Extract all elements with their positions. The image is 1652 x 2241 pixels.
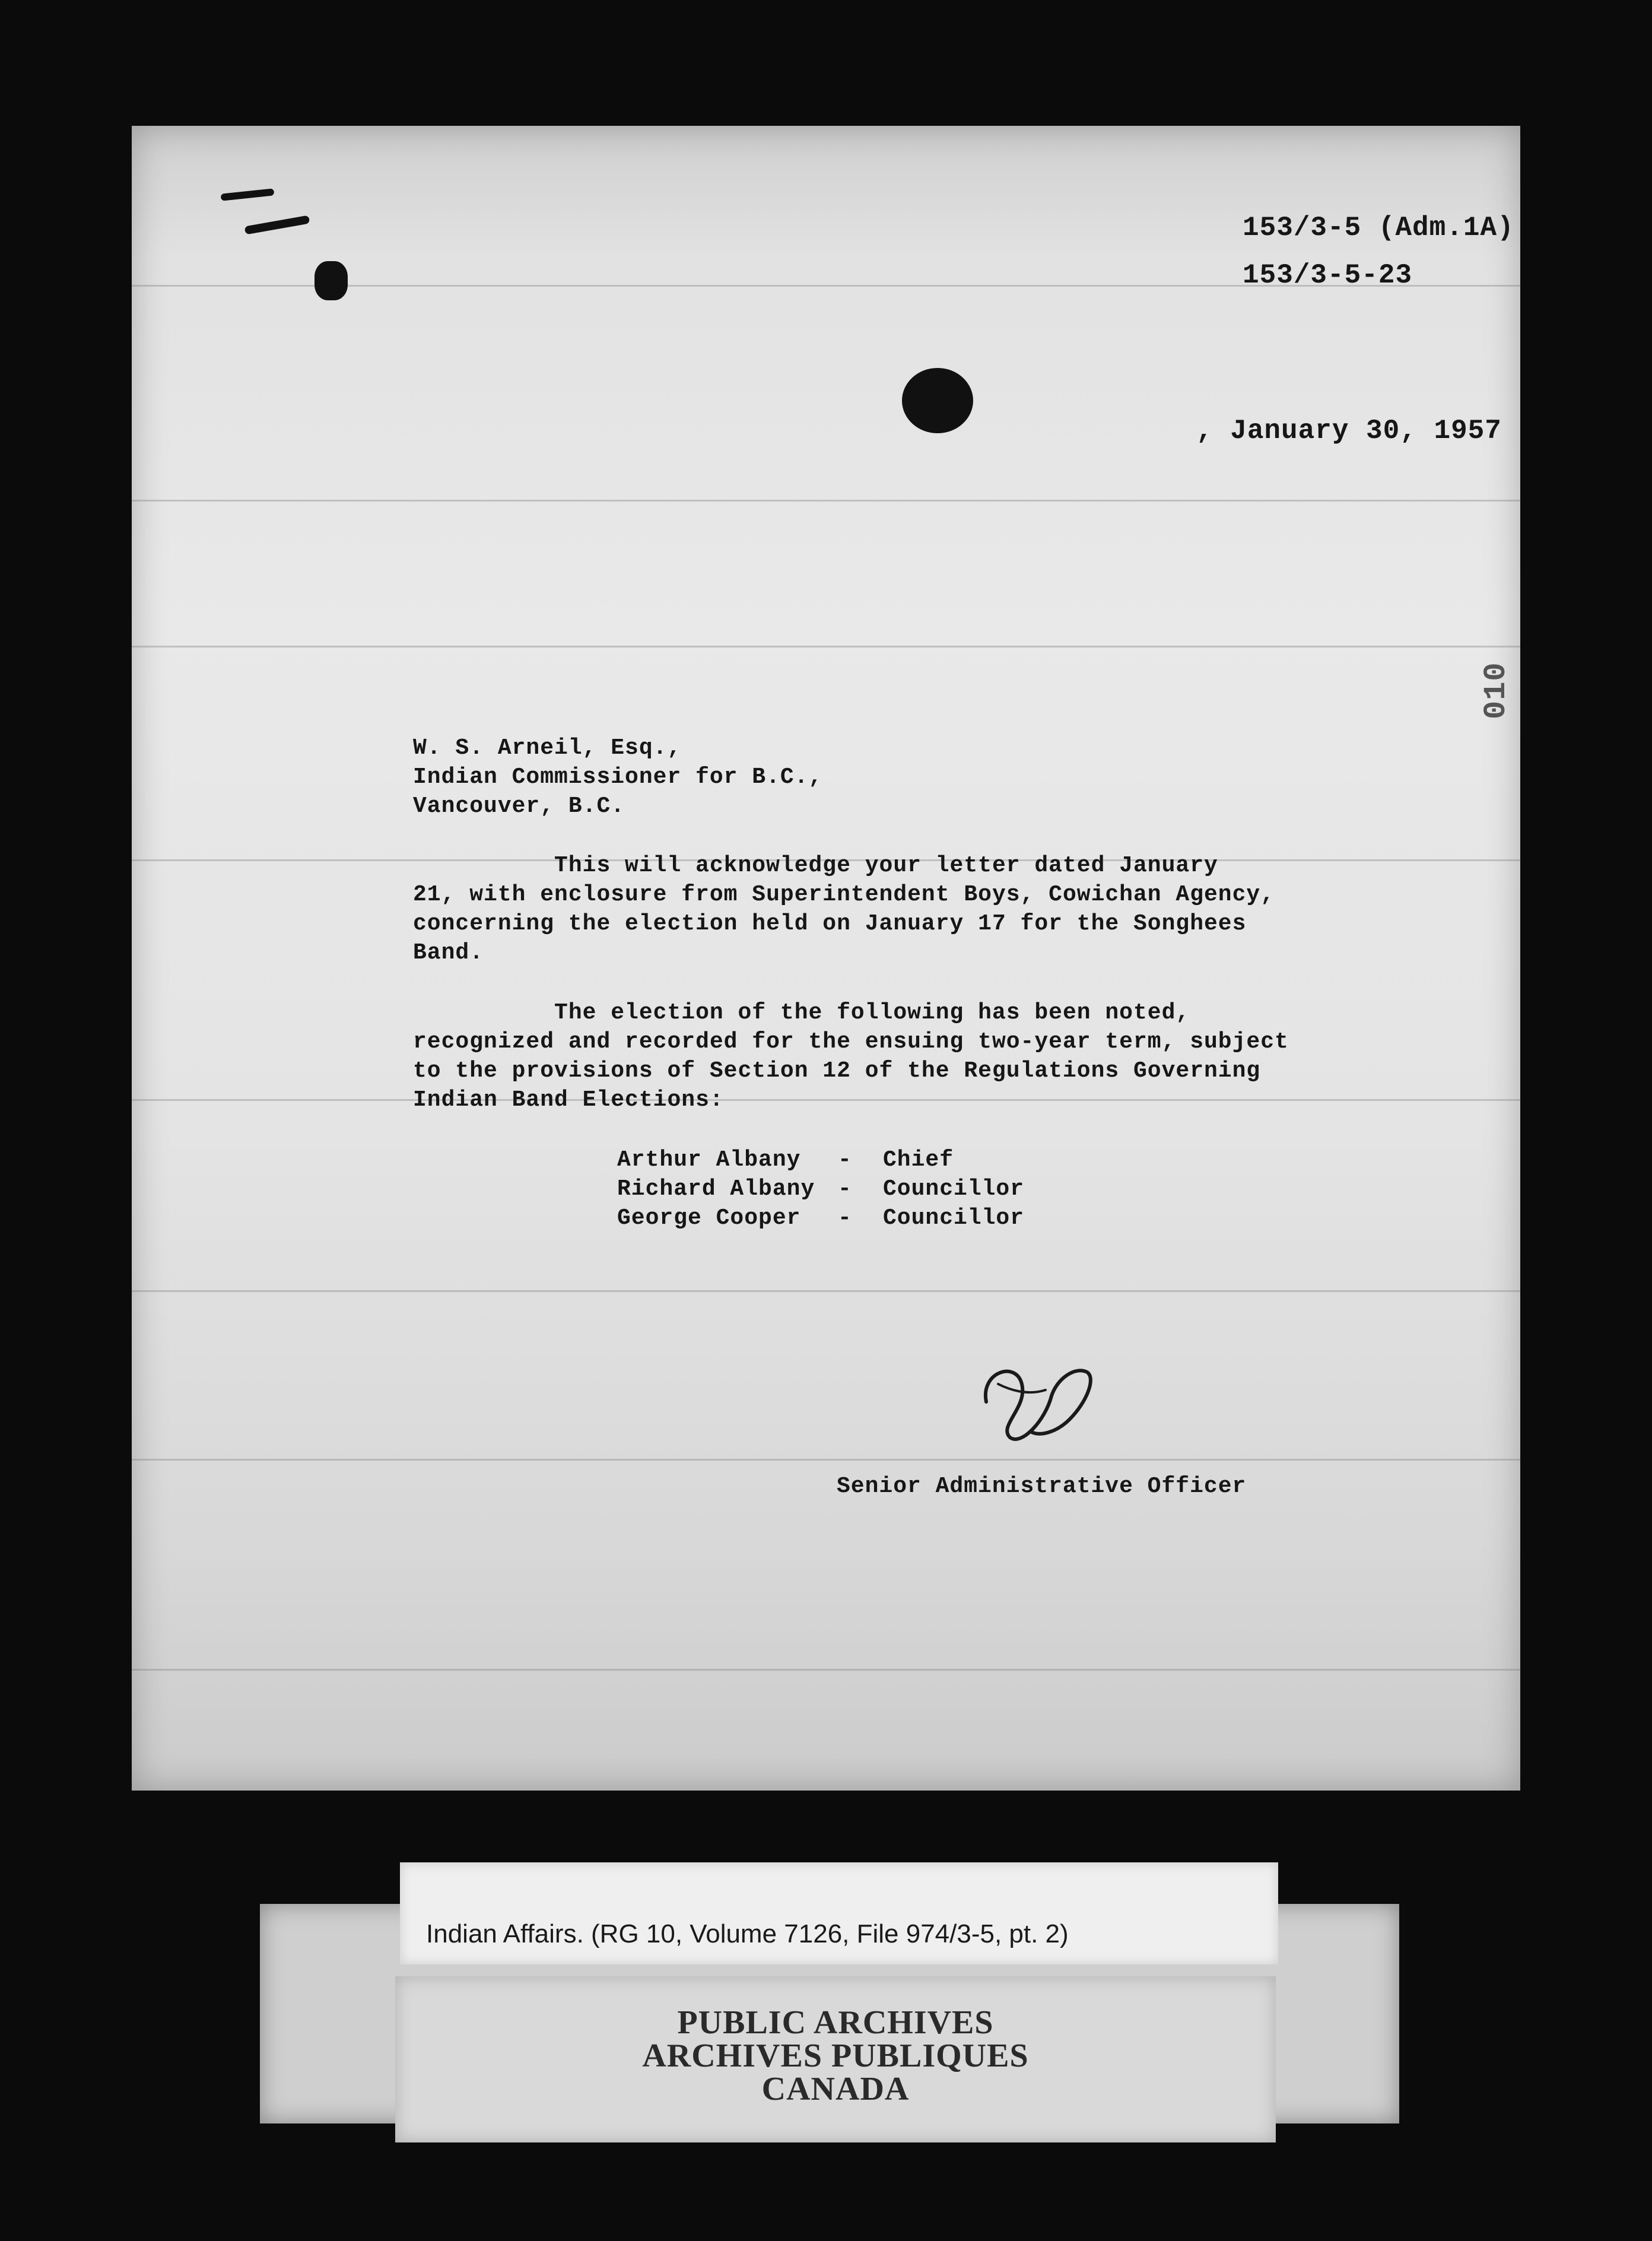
signatory-title: Senior Administrative Officer xyxy=(837,1474,1247,1499)
paragraph-line: This will acknowledge your letter dated January xyxy=(413,853,1218,878)
officer-name: Arthur Albany xyxy=(617,1147,801,1173)
paragraph-election xyxy=(413,998,1289,1115)
officer-dash: - xyxy=(838,1205,852,1231)
paragraph-line: Band. xyxy=(413,940,484,966)
punch-mark xyxy=(314,261,348,300)
archive-source-reference: Indian Affairs. (RG 10, Volume 7126, File 974/3-5, pt. 2) xyxy=(426,1919,1069,1948)
letter-page xyxy=(132,126,1520,1791)
officer-role: Councillor xyxy=(883,1176,1025,1202)
handwritten-initials xyxy=(974,1348,1105,1449)
paragraph-line: The election of the following has been noted, xyxy=(413,1000,1190,1026)
letter-date: , January 30, 1957 xyxy=(1196,415,1502,446)
paragraph-line: recognized and recorded for the ensuing two-year term, subject xyxy=(413,1029,1289,1055)
paragraph-line: Indian Band Elections: xyxy=(413,1087,724,1113)
address-line: Vancouver, B.C. xyxy=(413,793,625,819)
margin-mark xyxy=(221,188,275,201)
archives-line-country: CANADA xyxy=(761,2071,910,2107)
file-reference-1: 153/3-5 (Adm.1A) xyxy=(1243,212,1514,243)
paragraph-line: concerning the election held on January 17 for the Songhees xyxy=(413,911,1247,937)
address-line: Indian Commissioner for B.C., xyxy=(413,764,823,790)
address-line: W. S. Arneil, Esq., xyxy=(413,735,682,761)
paragraph-line: to the provisions of Section 12 of the Regulations Governing xyxy=(413,1058,1261,1084)
ink-blot xyxy=(902,368,973,433)
paragraph-line: 21, with enclosure from Superintendent Boys, Cowichan Agency, xyxy=(413,882,1275,907)
officer-role: Chief xyxy=(883,1147,954,1173)
paragraph-acknowledgement xyxy=(413,851,1275,967)
officer-role: Councillor xyxy=(883,1205,1025,1231)
archive-label-source-strip xyxy=(400,1862,1278,1964)
recipient-address xyxy=(413,734,822,821)
officer-name: George Cooper xyxy=(617,1205,801,1231)
officer-dash: - xyxy=(838,1176,852,1202)
officer-dash: - xyxy=(838,1147,852,1173)
archives-line-french: ARCHIVES PUBLIQUES xyxy=(642,2037,1029,2074)
file-reference-2: 153/3-5-23 xyxy=(1243,260,1413,291)
margin-stamp: 010 xyxy=(1479,662,1514,719)
margin-mark-2 xyxy=(244,215,310,235)
officer-name: Richard Albany xyxy=(617,1176,815,1202)
archives-line-english: PUBLIC ARCHIVES xyxy=(677,2004,994,2041)
